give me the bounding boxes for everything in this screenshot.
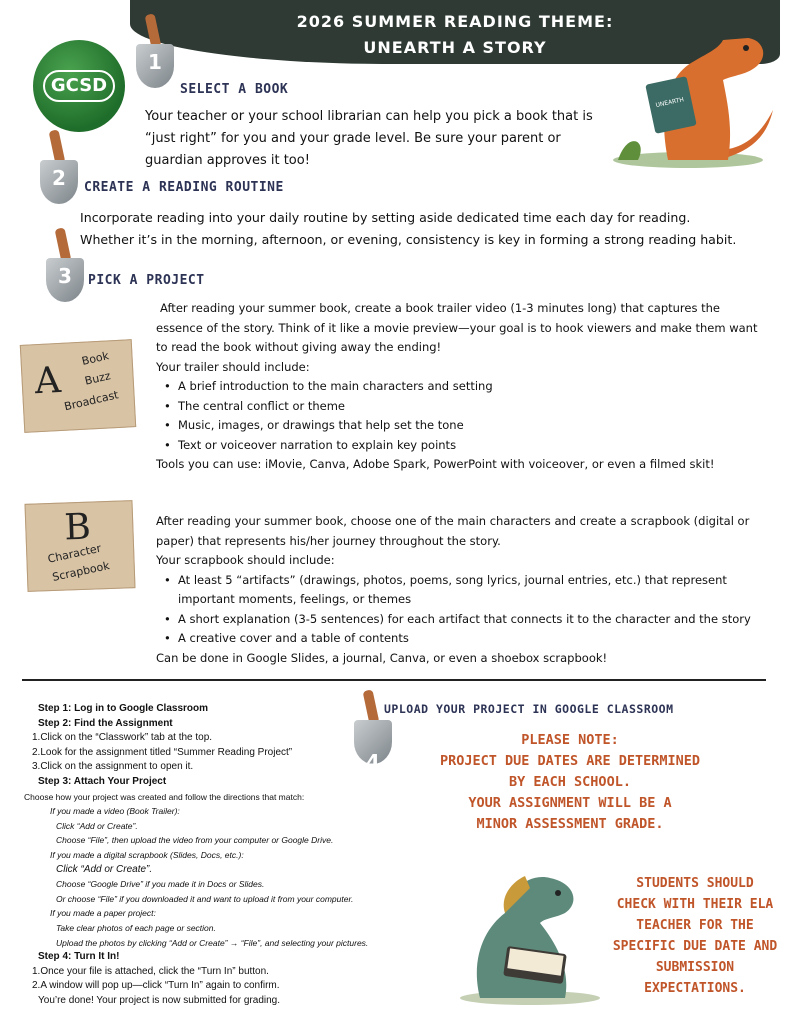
dinosaur-reading-icon <box>608 20 778 170</box>
option-b-word1: Character <box>46 541 103 566</box>
option-b-text <box>156 512 776 668</box>
option-a-text <box>156 299 776 475</box>
note-line: SUBMISSION <box>655 960 735 975</box>
option-a-word3: Broadcast <box>63 388 120 414</box>
list-item: • The central conflict or theme <box>156 397 776 417</box>
note-line: SPECIFIC DUE DATE AND <box>612 939 778 954</box>
note-line: BY EACH SCHOOL. <box>509 774 631 790</box>
banner-title-line2: UNEARTH A STORY <box>363 38 547 57</box>
note-line: YOUR ASSIGNMENT WILL BE A <box>468 795 672 811</box>
instr-step2: Step 2: Find the Assignment <box>38 717 173 729</box>
step1-line1: Your teacher or your school librarian can help you pick a book that is <box>145 109 593 124</box>
list-item: • Music, images, or drawings that help set the tone <box>156 416 776 436</box>
option-a-line3: to read the book without giving away the ending! <box>156 340 442 354</box>
step1-heading: SELECT A BOOK <box>180 82 289 97</box>
step3-number: 3 <box>58 264 72 288</box>
step2-line1: Incorporate reading into your daily routine by setting aside dedicated time each day for reading. <box>80 210 691 225</box>
instr-line: Click “Add or Create”. <box>56 820 138 831</box>
option-b-word2: Scrapbook <box>51 559 111 584</box>
step1-line2: “just right” for you and your grade level. Be sure your parent or <box>145 131 561 146</box>
svg-text:UNEARTH: UNEARTH <box>655 96 685 110</box>
note-line: TEACHER FOR THE <box>636 918 754 933</box>
note-line: EXPECTATIONS. <box>644 981 746 996</box>
option-a-line2: essence of the story. Think of it like a movie preview—your goal is to hook viewers and make them want <box>156 320 758 335</box>
instr-line: You’re done! Your project is now submitted for grading. <box>38 994 281 1006</box>
step2-heading: CREATE A READING ROUTINE <box>84 180 284 195</box>
option-a-badge <box>20 339 136 433</box>
instr-line: Upload the photos by clicking “Add or Create” → “File”, and selecting your pictures. <box>56 937 369 948</box>
list-item: • A short explanation (3-5 sentences) for each artifact that connects it to the character and the story <box>156 610 776 630</box>
ela-teacher-note <box>610 873 780 999</box>
instr-step4: Step 4: Turn It In! <box>38 951 120 963</box>
district-logo <box>33 40 125 132</box>
step1-line3: guardian approves it too! <box>145 153 310 168</box>
instr-line: Choose “File”, then upload the video from your computer or Google Drive. <box>56 835 334 846</box>
option-b-bullet-list <box>156 571 776 649</box>
list-item <box>156 571 776 610</box>
instr-line: If you made a video (Book Trailer): <box>50 806 180 817</box>
option-b-include-label: Your scrapbook should include: <box>156 553 335 567</box>
option-b-line2: paper) that represents his/her journey throughout the story. <box>156 533 501 548</box>
dinosaur-reading-icon <box>450 858 620 1008</box>
instr-step1: Step 1: Log in to Google Classroom <box>38 703 209 714</box>
instr-line: 3.Click on the assignment to open it. <box>32 761 194 773</box>
option-b-letter: B <box>63 506 92 549</box>
instr-line: 2.Look for the assignment titled “Summer Reading Project” <box>32 746 293 758</box>
due-date-note <box>420 730 720 835</box>
instr-line: Take clear photos of each page or section. <box>56 922 216 933</box>
step3-heading: PICK A PROJECT <box>88 273 205 288</box>
note-line: PROJECT DUE DATES ARE DETERMINED <box>439 753 701 769</box>
note-line: PLEASE NOTE: <box>521 732 619 748</box>
list-item: • Text or voiceover narration to explain key points <box>156 436 776 456</box>
banner-title-line1: 2026 SUMMER READING THEME: <box>296 12 614 31</box>
option-b-line1: After reading your summer book, choose one of the main characters and create a scrapbook (digital or <box>156 514 750 528</box>
instr-line: 1.Once your file is attached, click the “Turn In” button. <box>32 965 269 977</box>
option-a-include-label: Your trailer should include: <box>156 359 310 374</box>
option-b-bullet1-line1: • At least 5 “artifacts” (drawings, photos, poems, song lyrics, journal entries, etc.) that represent <box>178 572 727 587</box>
option-b-bullet1-line2: important moments, feelings, or themes <box>178 592 412 606</box>
step4-heading: UPLOAD YOUR PROJECT IN GOOGLE CLASSROOM <box>384 702 674 716</box>
step1-text <box>145 106 615 172</box>
option-b-footer: Can be done in Google Slides, a journal, Canva, or even a shoebox scrapbook! <box>156 650 608 665</box>
instr-line: Click “Add or Create”. <box>56 863 153 875</box>
step4-number: 4 <box>366 750 380 774</box>
option-b-badge <box>24 500 135 592</box>
note-line: STUDENTS SHOULD <box>636 876 754 891</box>
option-a-tools: Tools you can use: iMovie, Canva, Adobe Spark, PowerPoint with voiceover, or even a filmed skit! <box>156 457 715 471</box>
instr-line: 1.Click on the “Classwork” tab at the top. <box>32 732 213 744</box>
option-a-bullet-list <box>156 377 776 455</box>
section-divider <box>22 679 766 681</box>
list-item: • A brief introduction to the main characters and setting <box>156 377 776 397</box>
trowel-step3-icon <box>46 228 86 308</box>
instr-line: Or choose “File” if you downloaded it and want to upload it from your computer. <box>56 893 354 904</box>
instr-line: Choose how your project was created and follow the directions that match: <box>24 791 305 802</box>
option-a-letter: A <box>33 359 62 403</box>
logo-text: GCSD <box>43 70 115 102</box>
instr-step3: Step 3: Attach Your Project <box>38 775 167 787</box>
instr-line: If you made a digital scrapbook (Slides, Docs, etc.): <box>50 849 244 860</box>
step2-line2: Whether it’s in the morning, afternoon, or evening, consistency is key in forming a strong reading habit. <box>80 232 737 247</box>
step1-number: 1 <box>148 50 162 74</box>
trowel-step2-icon <box>40 130 80 210</box>
step2-text <box>80 207 780 251</box>
list-item: • A creative cover and a table of contents <box>156 629 776 649</box>
option-a-line1: After reading your summer book, create a book trailer video (1-3 minutes long) that captures the <box>160 301 720 315</box>
option-a-word1: Book <box>80 349 111 368</box>
note-line: CHECK WITH THEIR ELA <box>616 897 774 912</box>
instr-line: If you made a paper project: <box>50 908 156 919</box>
trowel-step1-icon <box>136 14 176 94</box>
option-a-word2: Buzz <box>83 369 112 388</box>
note-line: MINOR ASSESSMENT GRADE. <box>476 816 664 832</box>
instr-line: 2.A window will pop up—click “Turn In” again to confirm. <box>32 980 280 992</box>
step2-number: 2 <box>52 166 66 190</box>
instr-line: Choose “Google Drive” if you made it in Docs or Slides. <box>56 879 265 890</box>
